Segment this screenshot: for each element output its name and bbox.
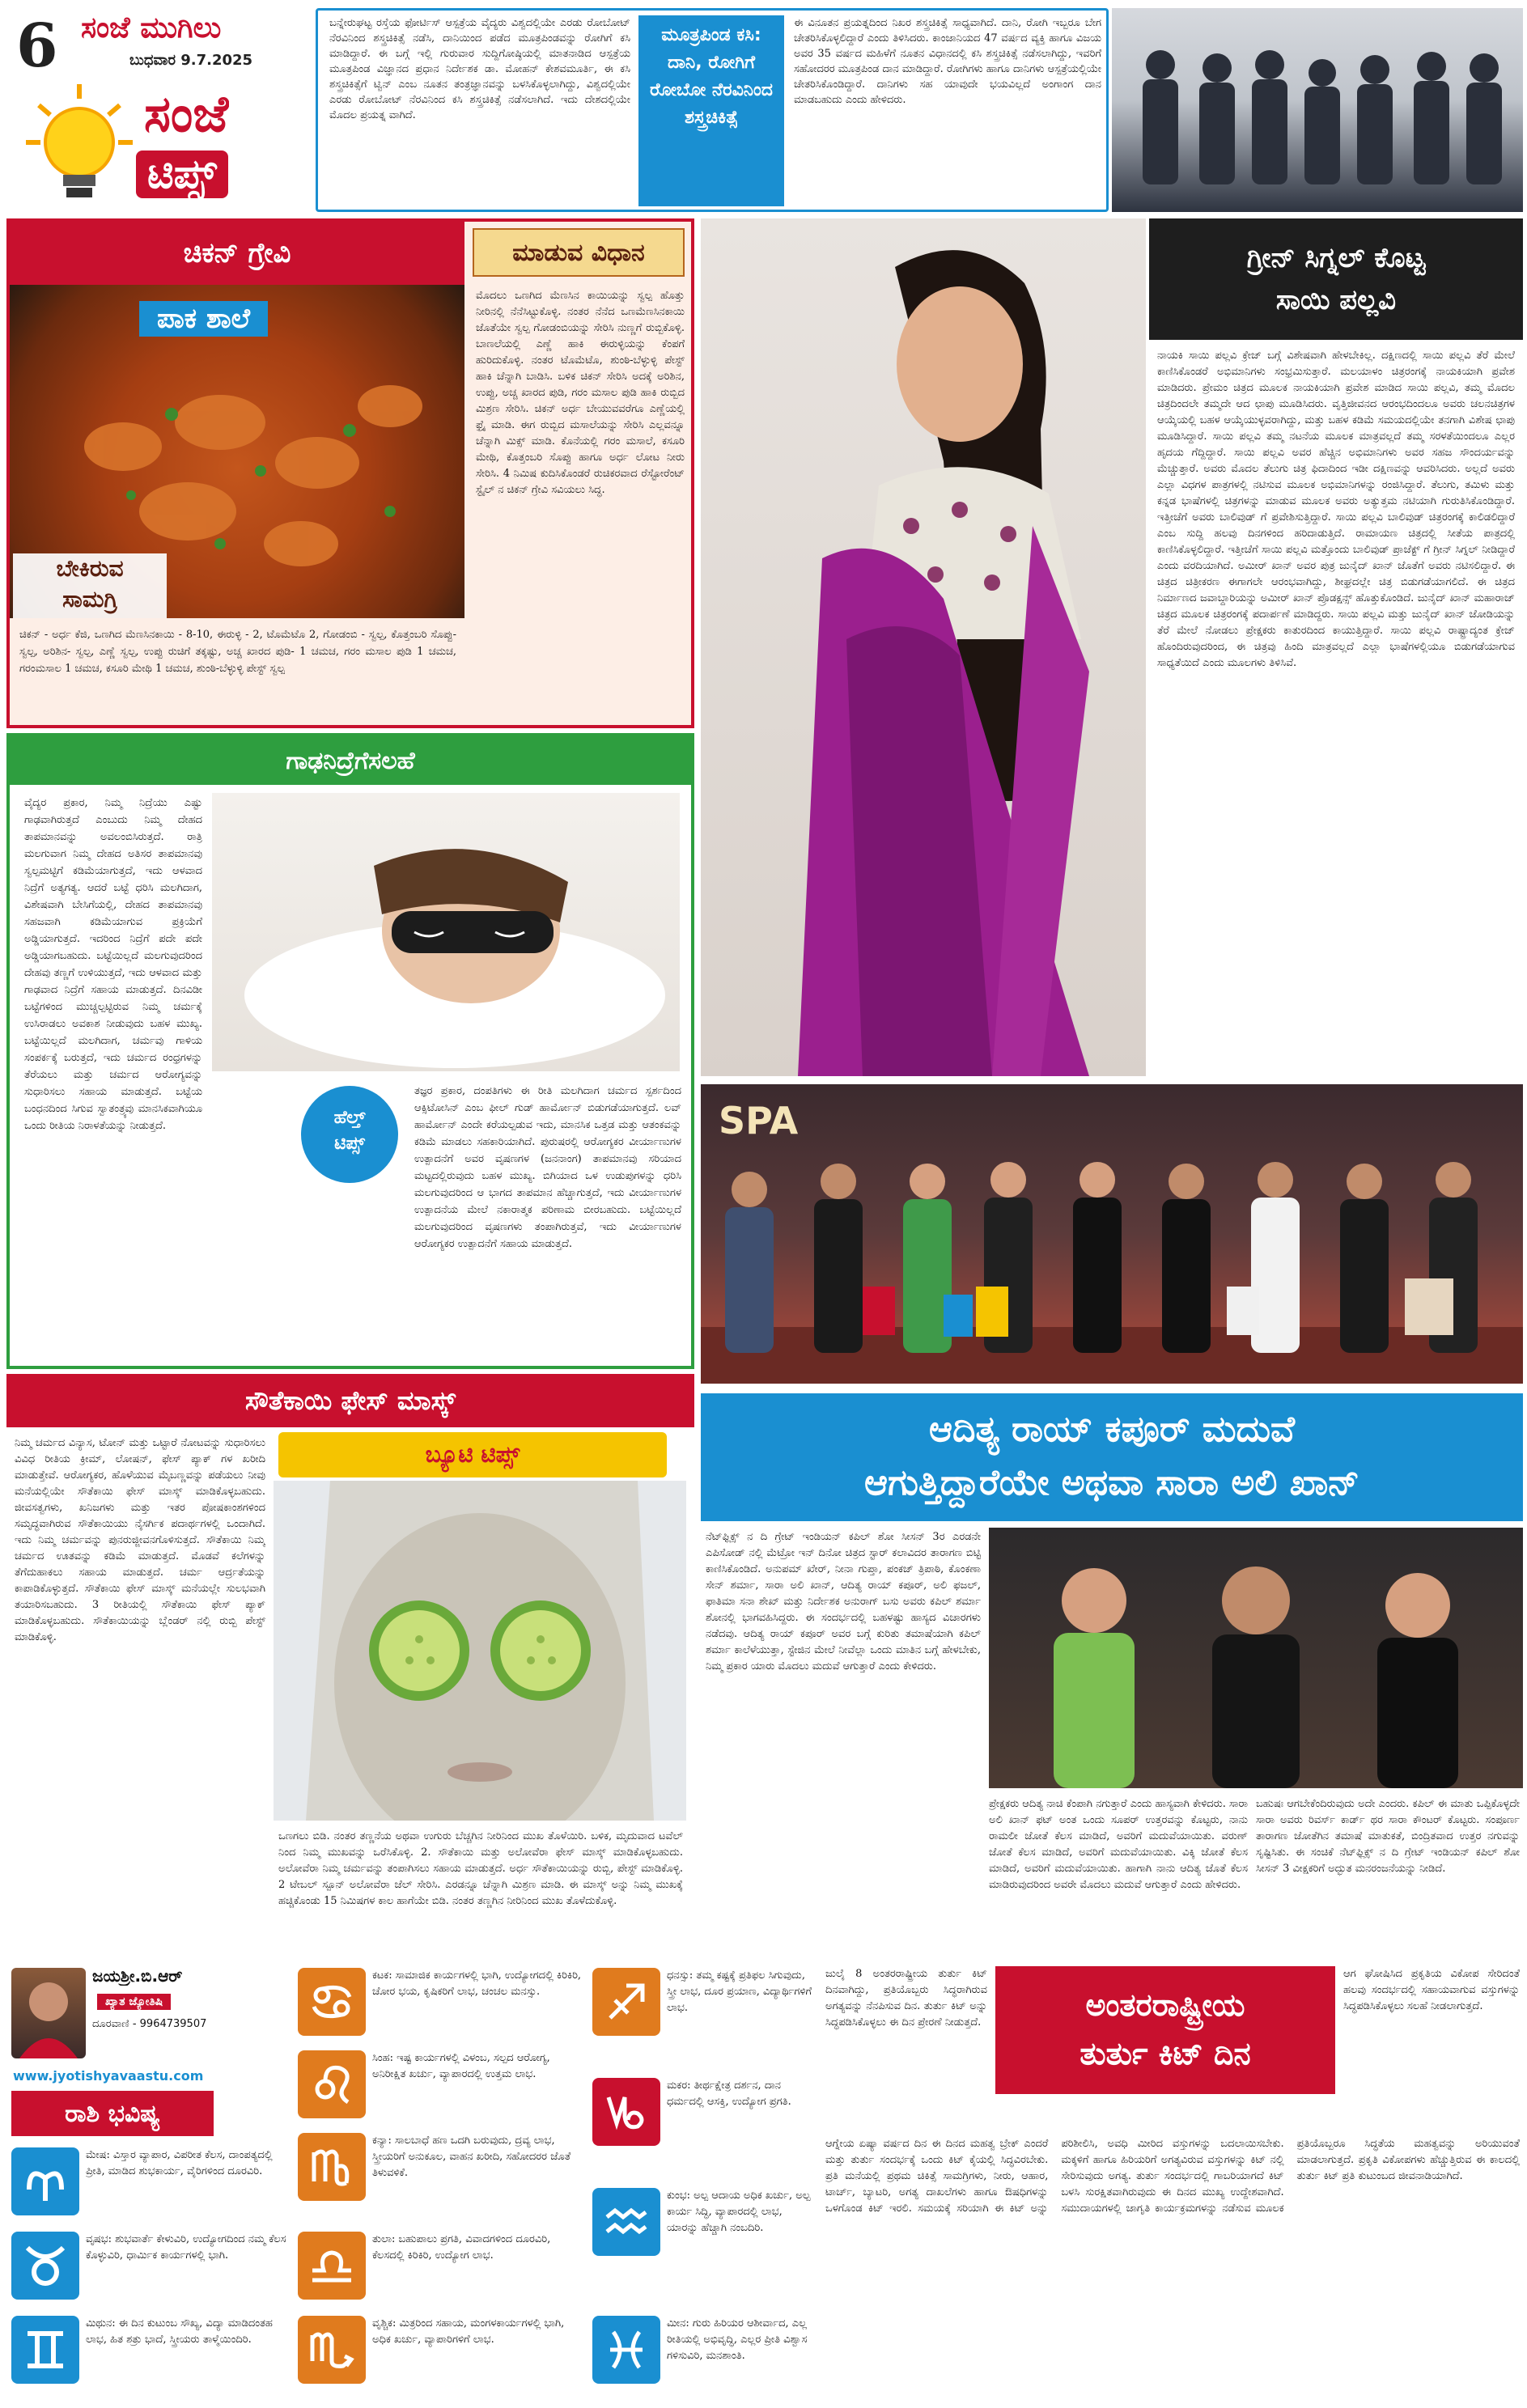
astrologer-avatar bbox=[11, 1968, 86, 2058]
recipe-frame bbox=[6, 218, 694, 728]
horoscope-sign-text: ಮಿಥುನ: ಈ ದಿನ ಕುಟುಂಬ ಸೌಖ್ಯ, ವಿದ್ಯಾ ಮಾಡಿದಂತಹ ಲಾಭ, ಹಿತ ಶತ್ರು ಭಾದೆ, ಸ್ತ್ರೀಯರು ತಾಳ್ಮೆಯಿಂದಿರಿ. bbox=[86, 2317, 273, 2346]
pisces-icon bbox=[592, 2316, 660, 2384]
recipe-kitchen-label: ಪಾಕ ಶಾಲೆ bbox=[139, 301, 268, 337]
horoscope-frame bbox=[6, 1960, 816, 2403]
beauty-tips-badge: ಬ್ಯೂಟಿ ಟಿಪ್ಸ್ bbox=[278, 1432, 667, 1477]
page-number: 6 bbox=[16, 11, 58, 81]
aditya-col3: ಬಹುಷಃ ಆಗಬೇಕೆಂದಿರುವುದು ಅದೇ ಎಂದರು. ಕಪಿಲ್ ಈ ಮಾತು ಒಪ್ಪಿಕೊಳ್ಳದೇ ಸಾರಾ ಅವರು ರಿವರ್ಸ್ ಕಾರ್ಡ್ ಥರ ಸಾರಾ ಕೌಂಟರ್ ಕೊಟ್ಟರು. ಸಂಪೂರ್ಣ ತಾರಾಗಣ ಜೋತೆಗಿನ ತಮಾಷೆ ಮಾತುಕತೆ, ಬಿಂದ್ರಿತವಾದ ಉತ್ತರ ನಗುವನ್ನು ಸೃಷ್ಟಿಸಿತು. ಈ ಸಂಚಿಕೆ ನೆಟ್‌ಫ್ಲಿಕ್ಸ್ ನ ದಿ ಗ್ರೇಟ್ ಇಂಡಿಯನ್ ಕಪಿಲ್ ಶೋ ಸೀಸನ್ 3 ವೀಕ್ಷಕರಿಗೆ ಅದ್ಭುತ ಮನರಂಜನೆಯನ್ನು ನೀಡಿದೆ. bbox=[1256, 1798, 1520, 1875]
spa-sign: SPA bbox=[719, 1099, 799, 1143]
health-badge-line2: ಟಿಪ್ಸ್ bbox=[334, 1134, 365, 1154]
sleep-mask-photo bbox=[212, 793, 680, 1071]
horoscope-sign-text: ಸಿಂಹ: ಇಷ್ಟ ಕಾರ್ಯಗಳಲ್ಲಿ ವಿಳಂಬ, ಸಲ್ಪದ ಆರೋಗ್ಯ, ಅನಿರೀಕ್ಷಿತ ಖರ್ಚು, ವ್ಯಾಪಾರದಲ್ಲಿ ಉತ್ತಮ ಲಾಭ. bbox=[372, 2052, 550, 2080]
horoscope-sign-text: ಕಟಕ: ಸಾಮಾಜಿಕ ಕಾರ್ಯಗಳಲ್ಲಿ ಭಾಗಿ, ಉದ್ಯೋಗದಲ್ಲಿ ಕಿರಿಕಿರಿ, ಚೋರ ಭಯ, ಕೃಷಿಕರಿಗೆ ಲಾಭ, ಚಂಚಲ ಮನಸ್ಸು. bbox=[372, 1969, 582, 1998]
cucumber-mask-photo bbox=[274, 1481, 686, 1821]
horoscope-sign-text: ವೃಷಭ: ಶುಭವಾರ್ತೆ ಕೇಳುವಿರಿ, ಉದ್ಯೋಗದಿಂದ ನಮ್ಮ ಕೆಲಸ ಕೊಳ್ಳುವಿರಿ, ಧಾರ್ಮಿಕ ಕಾರ್ಯಗಳಲ್ಲಿ ಭಾಗಿ. bbox=[86, 2233, 286, 2262]
horoscope-sign-text: ಕುಂಭ: ಅಲ್ಪ ಆದಾಯ ಅಧಿಕ ಖರ್ಚು, ಅಲ್ಪ ಕಾರ್ಯ ಸಿದ್ಧಿ, ವ್ಯಾಪಾರದಲ್ಲಿ ಲಾಭ, ಯಾರನ್ನು ಹೆಚ್ಚಾಗಿ ನಂಬದಿರಿ. bbox=[667, 2190, 811, 2234]
leo-icon bbox=[298, 2050, 366, 2118]
cancer-icon bbox=[298, 1968, 366, 2036]
event-photo bbox=[1112, 8, 1523, 212]
virgo-icon bbox=[298, 2133, 366, 2201]
sagittarius-icon bbox=[592, 1968, 660, 2036]
spa-show-photo bbox=[701, 1084, 1523, 1384]
turtle-col2: ಆಗ ಘೋಷಿಸಿದ ಪ್ರಕೃತಿಯ ವಿಕೋಪ ಸೇರಿದಂತೆ ಹಲವು ಸಂದರ್ಭದಲ್ಲಿ ಸಹಾಯವಾಗುವ ವಸ್ತುಗಳನ್ನು ಸಿದ್ಧಪಡಿಸಿಕೊಳ್ಳಲು ಸಲಹೆ ನೀಡಲಾಗುತ್ತದೆ. bbox=[1343, 1968, 1520, 2012]
turtle-frame bbox=[822, 1960, 1523, 2403]
aditya-headline-line1: ಆದಿತ್ಯ ರಾಯ್ ಕಪೂರ್ ಮದುವೆ bbox=[929, 1409, 1295, 1450]
horoscope-sign-text: ಧನಸ್ಸು: ತಮ್ಮ ಕಷ್ಟಕ್ಕೆ ಪ್ರತಿಫಲ ಸಿಗುವುದು, ಸ್ತ್ರೀ ಲಾಭ, ದೂರ ಪ್ರಯಾಣ, ವಿದ್ಯಾರ್ಥಿಗಳಿಗೆ ಲಾಭ. bbox=[667, 1969, 812, 2014]
masthead bbox=[0, 0, 316, 212]
section-title-tips: ಟಿಪ್ಸ್ bbox=[136, 150, 228, 198]
top-story-headline: ಮೂತ್ರಪಿಂಡ ಕಸಿ: ದಾನಿ, ರೋಗಿಗೆ ರೋಬೋ ನೆರವಿನಿಂದ ಶಸ್ತ್ರಚಿಕಿತ್ಸೆ bbox=[638, 15, 784, 206]
sleep-title: ಗಾಢನಿದ್ರೆಗೆಸಲಹೆ bbox=[10, 736, 691, 785]
aquarius-icon bbox=[592, 2188, 660, 2256]
ingredients-label-line1: ಬೇಕಿರುವ bbox=[56, 555, 124, 582]
bulb-icon bbox=[23, 81, 136, 202]
horoscope-title: ರಾಶಿ ಭವಿಷ್ಯ bbox=[11, 2091, 214, 2136]
horoscope-sign-text: ವೃಶ್ಚಿಕ: ಮಿತ್ರರಿಂದ ಸಹಾಯ, ಮಂಗಳಕಾರ್ಯಗಳಲ್ಲಿ ಭಾಗಿ, ಅಧಿಕ ಖರ್ಚು, ವ್ಯಾಪಾರಿಗಳಿಗೆ ಲಾಭ. bbox=[372, 2317, 565, 2346]
turtle-body: ಆಗ್ನೇಯ ಏಷ್ಯಾ ವರ್ಷದ ದಿನ ಈ ದಿನದ ಮಹತ್ವ ಬ್ರೇಕ್ ಎಂದರೆ ಮತ್ತು ತುರ್ತು ಸಂದರ್ಭಕ್ಕೆ ಒಂದು ಕಿಟ್ ಕೈಯಲ್ಲಿ ಸಿದ್ಧವಿರಬೇಕು. ಪ್ರತಿ ಮನೆಯಲ್ಲಿ ಪ್ರಥಮ ಚಿಕಿತ್ಸೆ ಸಾಮಗ್ರಿಗಳು, ನೀರು, ಆಹಾರ, ಟಾರ್ಚ್, ಬ್ಯಾಟರಿ, ಅಗತ್ಯ ದಾಖಲೆಗಳು ಹಾಗೂ ಔಷಧಿಗಳನ್ನು ಒಳಗೊಂಡ ಕಿಟ್ ಇರಲಿ. ಸಮಯಕ್ಕೆ ಸರಿಯಾಗಿ ಈ ಕಿಟ್ ಅನ್ನು ಪರಿಶೀಲಿಸಿ, ಅವಧಿ ಮೀರಿದ ವಸ್ತುಗಳನ್ನು ಬದಲಾಯಿಸಬೇಕು. ಮಕ್ಕಳಿಗೆ ಹಾಗೂ ಹಿರಿಯರಿಗೆ ಅಗತ್ಯವಿರುವ ವಸ್ತುಗಳನ್ನು ಕಿಟ್ ನಲ್ಲಿ ಸೇರಿಸುವುದು ಅಗತ್ಯ. ತುರ್ತು ಸಂದರ್ಭದಲ್ಲಿ ಗಾಬರಿಯಾಗದೆ ಕಿಟ್ ಬಳಸಿ ಸುರಕ್ಷಿತವಾಗಿರುವುದು ಈ ದಿನದ ಮುಖ್ಯ ಉದ್ದೇಶವಾಗಿದೆ. ಸಮುದಾಯಗಳಲ್ಲಿ ಜಾಗೃತಿ ಕಾರ್ಯಕ್ರಮಗಳನ್ನು ನಡೆಸುವ ಮೂಲಕ ಪ್ರತಿಯೊಬ್ಬರೂ ಸಿದ್ಧತೆಯ ಮಹತ್ವವನ್ನು ಅರಿಯುವಂತೆ ಮಾಡಲಾಗುತ್ತದೆ. ಪ್ರಕೃತಿ ವಿಕೋಪಗಳು ಹೆಚ್ಚುತ್ತಿರುವ ಈ ಕಾಲದಲ್ಲಿ ತುರ್ತು ಕಿಟ್ ಪ್ರತಿ ಕುಟುಂಬದ ಜೀವನಾಡಿಯಾಗಿದೆ. bbox=[825, 2138, 1520, 2215]
sleep-col2: ತಜ್ಞರ ಪ್ರಕಾರ, ದಂಪತಿಗಳು ಈ ರೀತಿ ಮಲಗಿದಾಗ ಚರ್ಮದ ಸ್ಪರ್ಶದಿಂದ ಆಕ್ಸಿಟೋಸಿನ್ ಎಂಬ ಫೀಲ್ ಗುಡ್ ಹಾರ್ಮೋನ್ ಬಿಡುಗಡೆಯಾಗುತ್ತದೆ. ಲವ್ ಹಾರ್ಮೋನ್ ಎಂದೇ ಕರೆಯಲ್ಪಡುವ ಇದು, ಮಾನಸಿಕ ಒತ್ತಡ ಮತ್ತು ಆತಂಕವನ್ನು ಕಡಿಮೆ ಮಾಡಲು ಸಹಕಾರಿಯಾಗಿದೆ. ಪುರುಷರಲ್ಲಿ ಆರೋಗ್ಯಕರ ವೀರ್ಯಾಣುಗಳ ಉತ್ಪಾದನೆಗೆ ಅವರ ವೃಷಣಗಳ (ಜನನಾಂಗ) ತಾಪಮಾನವು ಸರಿಯಾದ ಮಟ್ಟದಲ್ಲಿರುವುದು ಬಹಳ ಮುಖ್ಯ. ಬಿಗಿಯಾದ ಒಳ ಉಡುಪುಗಳನ್ನು ಧರಿಸಿ ಮಲಗುವುದರಿಂದ ಆ ಭಾಗದ ತಾಪಮಾನ ಹೆಚ್ಚಾಗುತ್ತದೆ, ಇದು ವೀರ್ಯಾಣುಗಳ ಉತ್ಪಾದನೆಯ ಮೇಲೆ ನಕಾರಾತ್ಮಕ ಪರಿಣಾಮ ಬೀರಬಹುದು. ಬಟ್ಟೆಯಿಲ್ಲದೆ ಮಲಗುವುದರಿಂದ ವೃಷಣಗಳು ತಂಪಾಗಿರುತ್ತವೆ, ಇದು ವೀರ್ಯಾಣುಗಳ ಆರೋಗ್ಯಕರ ಉತ್ಪಾದನೆಗೆ ಸಹಾಯ ಮಾಡುತ್ತದೆ. bbox=[414, 1085, 681, 1250]
aditya-show-photo bbox=[989, 1528, 1523, 1788]
horoscope-sign-text: ತುಲಾ: ಬಹುಪಾಲು ಪ್ರಗತಿ, ವಿವಾದಗಳಿಂದ ದೂರವಿರಿ, ಕೆಲಸದಲ್ಲಿ ಕಿರಿಕಿರಿ, ಉದ್ಯೋಗ ಲಾಭ. bbox=[372, 2233, 551, 2262]
aditya-headline bbox=[701, 1393, 1523, 1521]
astrologer-name: ಜಯಶ್ರೀ.ಬಿ.ಆರ್ bbox=[92, 1966, 183, 1986]
astrologer-phone: ದೂರವಾಣಿ - 9964739507 bbox=[92, 2018, 207, 2030]
horoscope-sign-text: ಮಕರ: ತೀರ್ಥಕ್ಷೇತ್ರ ದರ್ಶನ, ದಾನ ಧರ್ಮದಲ್ಲಿ ಆಸಕ್ತಿ, ಉದ್ಯೋಗ ಪ್ರಗತಿ. bbox=[667, 2079, 791, 2108]
aditya-headline-line2: ಆಗುತ್ತಿದ್ದಾರೆಯೇ ಅಥವಾ ಸಾರಾ ಅಲಿ ಖಾನ್ bbox=[864, 1462, 1359, 1503]
face-mask-frame bbox=[6, 1374, 694, 1955]
recipe-title: ಚಿಕನ್ ಗ್ರೇವಿ bbox=[10, 222, 464, 285]
sai-photo bbox=[701, 218, 1146, 1076]
libra-icon bbox=[298, 2232, 366, 2300]
aditya-col1: ನೆಟ್‌ಫ್ಲಿಕ್ಸ್ ನ ದಿ ಗ್ರೇಟ್ ಇಂಡಿಯನ್ ಕಪಿಲ್ ಶೋ ಸೀಸನ್ 3ರ ಎರಡನೇ ಎಪಿಸೋಡ್ ನಲ್ಲಿ ಮೆಟ್ರೋ ಇನ್ ದಿನೋ ಚಿತ್ರದ ಸ್ಟಾರ್ ಕಲಾವಿದರ ತಾರಾಗಣ ಬಿಟ್ಟಿ ಕಾಣಿಸಿಕೊಂಡಿದೆ. ಅನುಪಮ್ ಖೇರ್, ನೀನಾ ಗುಪ್ತಾ, ಪಂಕಜ್ ತ್ರಿಪಾಠಿ, ಕೊಂಕಣಾ ಸೇನ್ ಶರ್ಮಾ, ಸಾರಾ ಅಲಿ ಖಾನ್, ಆದಿತ್ಯ ರಾಯ್ ಕಪೂರ್, ಅಲಿ ಫಜಲ್, ಫಾತಿಮಾ ಸನಾ ಶೇಖ್ ಮತ್ತು ನಿರ್ದೇಶಕ ಅನುರಾಗ್ ಬಸು ಅವರು ಕಪಿಲ್ ಶರ್ಮಾ ಶೋನಲ್ಲಿ ಭಾಗವಹಿಸಿದ್ದರು. ಈ ಸಂದರ್ಭದಲ್ಲಿ ಬಹಳಷ್ಟು ಹಾಸ್ಯದ ವಿಚಾರಗಳು ನಡೆದವು. ಆದಿತ್ಯ ರಾಯ್ ಕಪೂರ್ ಅವರ ಬಗ್ಗೆ ಕುರಿತು ತಮಾಷೆಯಾಗಿ ಕಪಿಲ್ ಶರ್ಮಾ ಕಾಲೆಳೆಯುತ್ತಾ, ಸ್ಟೇಜಿನ ಮೇಲೆ ನೀವೆಲ್ಲಾ ಒಂದು ಮಾತಿನ ಬಗ್ಗೆ ಹೇಳಬೇಕು, ನಿಮ್ಮ ಪ್ರಕಾರ ಯಾರು ಮೊದಲು ಮದುವೆ ಆಗುತ್ತಾರೆ ಎಂದು ಕೇಳಿದರು. bbox=[706, 1531, 981, 1672]
health-tips-badge bbox=[301, 1086, 398, 1183]
sleep-frame bbox=[6, 733, 694, 1369]
turtle-title-line2: ತುರ್ತು ಕಿಟ್ ದಿನ bbox=[1080, 2036, 1251, 2071]
face-mask-col1: ನಿಮ್ಮ ಚರ್ಮದ ವಿನ್ಯಾಸ, ಟೋನ್ ಮತ್ತು ಒಟ್ಟಾರೆ ನೋಟವನ್ನು ಸುಧಾರಿಸಲು ವಿವಿಧ ರೀತಿಯ ಕ್ರೀಮ್, ಲೋಷನ್, ಫೇಸ್ ಪ್ಯಾಕ್ ಗಳ ಖರೀದಿ ಮಾಡುತ್ತೇವೆ. ಆರೋಗ್ಯಕರ, ಹೊಳೆಯುವ ಮೈಬಣ್ಣವನ್ನು ಪಡೆಯಲು ನೀವು ಮನೆಯಲ್ಲಿಯೇ ಸೌತೆಕಾಯಿ ಫೇಸ್ ಮಾಸ್ಕ್ ಮಾಡಿಕೊಳ್ಳಬಹುದು. ಜೀವಸತ್ವಗಳು, ಖನಿಜಗಳು ಮತ್ತು ಇತರ ಪೋಷಕಾಂಶಗಳಿಂದ ಸಮೃದ್ಧವಾಗಿರುವ ಸೌತೆಕಾಯಿಯು ನೈಸರ್ಗಿಕ ಪದಾರ್ಥಗಳಲ್ಲಿ ಒಂದಾಗಿದೆ. ಇದು ನಿಮ್ಮ ಚರ್ಮವನ್ನು ಪುನರುಜ್ಜೀವನಗೊಳಿಸುತ್ತದೆ. ಸೌತೆಕಾಯಿ ನಿಮ್ಮ ಚರ್ಮದ ಊತವನ್ನು ಕಡಿಮೆ ಮಾಡುತ್ತದೆ. ಮೊಡವೆ ಕಲೆಗಳನ್ನು ತೆಗೆದುಹಾಕಲು ಸಹಾಯ ಮಾಡುತ್ತದೆ. ಚರ್ಮ ಆರ್ದ್ರತೆಯನ್ನು ಕಾಪಾಡಿಕೊಳ್ಳುತ್ತದೆ. ಸೌತೆಕಾಯಿ ಫೇಸ್ ಮಾಸ್ಕ್ ಮನೆಯಲ್ಲೇ ಸುಲಭವಾಗಿ ತಯಾರಿಸಬಹುದು. 3 ರೀತಿಯಲ್ಲಿ ಸೌತೆಕಾಯಿ ಫೇಸ್ ಪ್ಯಾಕ್ ಮಾಡಿಕೊಳ್ಳಬಹುದು. ಸೌತೆಕಾಯಿಯನ್ನು ಬ್ಲೆಂಡರ್ ನಲ್ಲಿ ರುಬ್ಬಿ ಪೇಸ್ಟ್ ಮಾಡಿಕೊಳ್ಳಿ. bbox=[15, 1437, 265, 1643]
brand-logo: ಸಂಜೆ ಮುಗಿಲು bbox=[81, 11, 222, 45]
ingredients-label-line2: ಸಾಮಗ್ರಿ bbox=[62, 586, 117, 613]
edition-date: ಬುಧವಾರ 9.7.2025 bbox=[129, 52, 253, 69]
recipe-method: ಮೊದಲು ಒಣಗಿದ ಮೆಣಸಿನ ಕಾಯಿಯನ್ನು ಸ್ವಲ್ಪ ಹೊತ್ತು ನೀರಿನಲ್ಲಿ ನೆನೆಸಿಟ್ಟುಕೊಳ್ಳಿ. ನಂತರ ನೆನೆದ ಒಣಮೆಣಸಿನಕಾಯಿ ಜೊತೆಯೇ ಸ್ವಲ್ಪ ಗೋಡಂಬಿಯನ್ನು ಸೇರಿಸಿ ನುಣ್ಣಗೆ ರುಬ್ಬಿಕೊಳ್ಳಿ. ಬಾಣಲೆಯಲ್ಲಿ ಎಣ್ಣೆ ಹಾಕಿ ಈರುಳ್ಳಿಯನ್ನು ಕೆಂಪಗೆ ಹುರಿದುಕೊಳ್ಳಿ. ನಂತರ ಟೊಮೆಟೊ, ಶುಂಠಿ-ಬೆಳ್ಳುಳ್ಳಿ ಪೇಸ್ಟ್ ಹಾಕಿ ಚೆನ್ನಾಗಿ ಬಾಡಿಸಿ. ಬಳಿಕ ಚಿಕನ್ ಸೇರಿಸಿ ಅದಕ್ಕೆ ಅರಿಶಿನ, ಉಪ್ಪು, ಅಚ್ಚ ಖಾರದ ಪುಡಿ, ಗರಂ ಮಸಾಲ ಪುಡಿ ಹಾಕಿ ರುಬ್ಬಿದ ಮಿಶ್ರಣ ಸೇರಿಸಿ. ಚಿಕನ್ ಅರ್ಧ ಬೇಯುವವರೆಗೂ ಎಣ್ಣೆಯಲ್ಲಿ ಫ್ರೈ ಮಾಡಿ. ಈಗ ರುಬ್ಬಿದ ಮಸಾಲೆಯನ್ನು ಸೇರಿಸಿ ಎಲ್ಲವನ್ನೂ ಚೆನ್ನಾಗಿ ಮಿಕ್ಸ್ ಮಾಡಿ. ಕೊನೆಯಲ್ಲಿ ಗರಂ ಮಸಾಲೆ, ಕಸೂರಿ ಮೇಥಿ, ಕೊತ್ತಂಬರಿ ಸೊಪ್ಪು ಹಾಗೂ ಅರ್ಧ ಲೋಟ ನೀರು ಸೇರಿಸಿ. 4 ನಿಮಿಷ ಕುದಿಸಿಕೊಂಡರೆ ರುಚಿಕರವಾದ ರೆಸ್ಟೋರೆಂಟ್ ಸ್ಟೈಲ್ ನ ಚಿಕನ್ ಗ್ರೇವಿ ಸವಿಯಲು ಸಿದ್ಧ. bbox=[476, 290, 685, 496]
health-badge-line1: ಹೆಲ್ತ್ bbox=[333, 1108, 366, 1128]
horoscope-sign-text: ಮೀನ: ಗುರು ಹಿರಿಯರ ಆಶೀರ್ವಾದ, ಎಲ್ಲ ರೀತಿಯಲ್ಲಿ ಅಭಿವೃದ್ಧಿ, ಎಲ್ಲರ ಪ್ರೀತಿ ವಿಶ್ವಾಸ ಗಳಿಸುವಿರಿ, ಮನಶಾಂತಿ. bbox=[667, 2317, 808, 2362]
aditya-col2: ಪ್ರೇಕ್ಷಕರು ಆದಿತ್ಯ ನಾಚಿ ಕೆಂಪಾಗಿ ನಗುತ್ತಾರೆ ಎಂದು ಹಾಸ್ಯವಾಗಿ ಕೇಳಿದರು. ಸಾರಾ ಅಲಿ ಖಾನ್ ಫಟ್ ಅಂತ ಒಂದು ಸೂಪರ್ ಉತ್ತರವನ್ನು ಕೊಟ್ಟರು, ನಾನು ರಾಮಲೀ ಜೋತೆ ಕೆಲಸ ಮಾಡಿದೆ, ಅವರಿಗೆ ಮದುವೆಯಾಯಿತು. ವರುಣ್ ಜೋತೆ ಕೆಲಸ ಮಾಡಿದೆ, ಅವರಿಗೆ ಮದುವೆಯಾಯಿತು. ವಿಕ್ಕಿ ಜೋತೆ ಕೆಲಸ ಮಾಡಿದೆ, ಅವರಿಗೆ ಮದುವೆಯಾಯಿತು. ಹಾಗಾಗಿ ನಾನು ಆದಿತ್ಯ ಜೊತೆ ಕೆಲಸ ಮಾಡಿರುವುದರಿಂದ ಅವರೇ ಮೊದಲು ಮದುವೆ ಆಗುತ್ತಾರೆ ಎಂದು ಹೇಳಿದರು. bbox=[989, 1798, 1248, 1891]
aries-icon bbox=[11, 2147, 79, 2215]
gemini-icon bbox=[11, 2316, 79, 2384]
sai-body: ನಾಯಕಿ ಸಾಯಿ ಪಲ್ಲವಿ ಕ್ರೇಜ್ ಬಗ್ಗೆ ವಿಶೇಷವಾಗಿ ಹೇಳಬೇಕಿಲ್ಲ. ದಕ್ಷಿಣದಲ್ಲಿ ಸಾಯಿ ಪಲ್ಲವಿ ತೆರೆ ಮೇಲೆ ಕಾಣಿಸಿಕೊಂಡರೆ ಅಭಿಮಾನಿಗಳು ಸಂಭ್ರಮಿಸುತ್ತಾರೆ. ಮಲಯಾಳಂ ಚಿತ್ರರಂಗಕ್ಕೆ ನಾಯಕಿಯಾಗಿ ಪ್ರವೇಶ ಮಾಡಿದರು. ಪ್ರೇಮಂ ಚಿತ್ರದ ಮೂಲಕ ನಾಯಕಿಯಾಗಿ ಪ್ರವೇಶ ಮಾಡಿದ ಸಾಯಿ ಪಲ್ಲವಿ, ತಮ್ಮ ಮೊದಲ ಚಿತ್ರದಿಂದಲೇ ತಮ್ಮದೇ ಆದ ಛಾಪು ಮೂಡಿಸಿದರು. ವೃತ್ತಿಜೀವನದ ಆರಂಭದಿಂದಲೂ ಅವರು ಚಲನಚಿತ್ರಗಳ ಆಯ್ಕೆಯಲ್ಲಿ ಬಹಳ ಆಯ್ಕೆಯುಳ್ಳವರಾಗಿದ್ದು, ಮತ್ತು ಬಹಳ ಕಡಿಮೆ ಸಮಯದಲ್ಲಿಯೇ ತನಗಾಗಿ ವಿಶೇಷ ಛಾಪು ಮೂಡಿಸಿದ್ದಾರೆ. ಸಾಯಿ ಪಲ್ಲವಿ ತಮ್ಮ ನಟನೆಯ ಮೂಲಕ ಮಾತ್ರವಲ್ಲದೆ ತಮ್ಮ ಸರಳತೆಯಿಂದಲೂ ಎಲ್ಲರ ಹೃದಯ ಗೆದ್ದಿದ್ದಾರೆ. ಸಾಯಿ ಪಲ್ಲವಿ ಅವರ ಹೆಚ್ಚಿನ ಅಭಿಮಾನಿಗಳು ಅವರ ಸಹಜ ಸೌಂದರ್ಯವನ್ನು ಮೆಚ್ಚುತ್ತಾರೆ. ಅವರು ಮೊದಲ ತೆಲುಗು ಚಿತ್ರ ಫಿದಾದಿಂದ ಇಡೀ ದಕ್ಷಿಣವನ್ನು ಆವರಿಸಿದರು. ಅಲ್ಲದೆ ಅವರು ಎಲ್ಲಾ ವಿಧಗಳ ಪಾತ್ರಗಳಲ್ಲಿ ನಟಿಸುವ ಮೂಲಕ ಅಭಿಮಾನಿಗಳನ್ನು ರಂಜಿಸಿದ್ದಾರೆ. ತೆಲುಗು, ತಮಿಳು ಮತ್ತು ಕನ್ನಡ ಭಾಷೆಗಳಲ್ಲಿ ಚಿತ್ರಗಳನ್ನು ಮಾಡುವ ಮೂಲಕ ಅವರು ಅತ್ಯುತ್ತಮ ನಟಿಯಾಗಿ ಗುರುತಿಸಿಕೊಂಡಿದ್ದಾರೆ. ಇತ್ತೀಚೆಗೆ ಅವರು ಬಾಲಿವುಡ್ ಗೆ ಪ್ರವೇಶಿಸುತ್ತಿದ್ದಾರೆ. ಸಾಯಿ ಪಲ್ಲವಿ ಬಾಲಿವುಡ್ ಚಿತ್ರರಂಗಕ್ಕೆ ಕಾಲಿಡಲಿದ್ದಾರೆ ಎಂಬ ಸುದ್ದಿ ಹಲವು ದಿನಗಳಿಂದ ಹರಿದಾಡುತ್ತಿದೆ. ರಾಮಾಯಣ ಚಿತ್ರದಲ್ಲಿ ಸೀತೆಯ ಪಾತ್ರದಲ್ಲಿ ಕಾಣಿಸಿಕೊಳ್ಳಲಿದ್ದಾರೆ. ಇತ್ತೀಚೆಗೆ ಸಾಯಿ ಪಲ್ಲವಿ ಮತ್ತೊಂದು ಬಾಲಿವುಡ್ ಪ್ರಾಜೆಕ್ಟ್ ಗೆ ಗ್ರೀನ್ ಸಿಗ್ನಲ್ ನೀಡಿದ್ದಾರೆ ಎಂದು ವರದಿಯಾಗಿದೆ. ಅಮೀರ್ ಖಾನ್ ಅವರ ಪುತ್ರ ಜುನೈದ್ ಖಾನ್ ಜೊತೆಗೆ ಅವರು ನಟಿಸಲಿದ್ದಾರೆ. ಈ ಚಿತ್ರದ ಚಿತ್ರೀಕರಣ ಈಗಾಗಲೇ ಆರಂಭವಾಗಿದ್ದು, ಶೀಘ್ರದಲ್ಲೇ ಚಿತ್ರ ಬಿಡುಗಡೆಯಾಗಲಿದೆ. ಈ ಚಿತ್ರದ ನಿರ್ಮಾಣದ ಜವಾಬ್ದಾರಿಯನ್ನು ಅಮೀರ್ ಖಾನ್ ಪ್ರೊಡಕ್ಷನ್ಸ್ ಹೊತ್ತುಕೊಂಡಿದೆ. ಜುನೈದ್ ಖಾನ್ ಮಹಾರಾಜ್ ಚಿತ್ರದ ಮೂಲಕ ಚಿತ್ರರಂಗಕ್ಕೆ ಪದಾರ್ಪಣೆ ಮಾಡಿದ್ದರು. ಸಾಯಿ ಪಲ್ಲವಿ ಮತ್ತು ಜುನೈದ್ ಖಾನ್ ಜೋಡಿಯನ್ನು ತೆರೆ ಮೇಲೆ ನೋಡಲು ಪ್ರೇಕ್ಷಕರು ಕಾತುರದಿಂದ ಕಾಯುತ್ತಿದ್ದಾರೆ. ಸಾಯಿ ಪಲ್ಲವಿ ರಾಷ್ಟ್ರಾದ್ಯಂತ ಕ್ರೇಜ್ ಹೊಂದಿರುವುದರಿಂದ, ಈ ಚಿತ್ರವು ಹಿಂದಿ ಮಾತ್ರವಲ್ಲದೆ ಎಲ್ಲಾ ಭಾಷೆಗಳಲ್ಲಿಯೂ ಬಿಡುಗಡೆಯಾಗುವ ಸಾಧ್ಯತೆಯಿದೆ ಎಂದು ಮೂಲಗಳು ತಿಳಿಸಿವೆ. bbox=[1157, 350, 1515, 669]
sai-headline bbox=[1149, 218, 1523, 340]
face-mask-title: ಸೌತೆಕಾಯಿ ಫೇಸ್ ಮಾಸ್ಕ್ bbox=[6, 1374, 694, 1427]
turtle-col1: ಜುಲೈ 8 ಅಂತರರಾಷ್ಟ್ರೀಯ ತುರ್ತು ಕಿಟ್ ದಿನವಾಗಿದ್ದು, ಪ್ರತಿಯೊಬ್ಬರು ಸಿದ್ಧರಾಗಿರುವ ಅಗತ್ಯವನ್ನು ನೆನಪಿಸುವ ದಿನ. ತುರ್ತು ಕಿಟ್ ಅನ್ನು ಸಿದ್ಧಪಡಿಸಿಕೊಳ್ಳಲು ಈ ದಿನ ಪ್ರೇರಣೆ ನೀಡುತ್ತದೆ. bbox=[825, 1968, 987, 2029]
section-title-sanje: ಸಂಜೆ bbox=[144, 84, 229, 143]
sai-article-frame bbox=[1149, 218, 1523, 1076]
top-story-body-2: ಈ ವಿನೂತನ ಪ್ರಯತ್ನದಿಂದ ನಿಖರ ಶಸ್ತ್ರಚಿಕಿತ್ಸೆ ಸಾಧ್ಯವಾಗಿದೆ. ದಾನಿ, ರೋಗಿ ಇಬ್ಬರೂ ಬೇಗ ಚೇತರಿಸಿಕೊಳ್ಳಲಿದ್ದಾರೆ ಎಂದು ತಿಳಿಸಿದರು. ಕಾಂಜಾನಿಯದ 47 ವರ್ಷದ ವ್ಯಕ್ತಿ ಹಾಗೂ ವಿಜಯ ಅವರ 35 ವರ್ಷದ ಮಹಿಳೆಗೆ ನೂತನ ವಿಧಾನದಲ್ಲಿ ಕಸಿ ಶಸ್ತ್ರಚಿಕಿತ್ಸೆ ನಡೆಸಲಾಗಿದ್ದು, ಇವರಿಗೆ ಸಹೋದರರ ಮೂತ್ರಪಿಂಡ ದಾನ ಮಾಡಿದ್ದಾರೆ. ರೋಗಿಗಳು ಹಾಗೂ ದಾನಿಗಳು ಆಸ್ಪತ್ರೆಯಲ್ಲಿಯೇ ಚೇತರಿಸಿಕೊಂಡಿದ್ದಾರೆ. ದಾನಿಗಳು ಸಹ ಯಾವುದೇ ಭಯವಿಲ್ಲದೆ ಅಂಗಾಂಗ ದಾನ ಮಾಡಬಹುದು ಎಂದು ಹೇಳಿದರು. bbox=[794, 17, 1101, 106]
astrologer-site: www.jyotishyavaastu.com bbox=[13, 2068, 204, 2084]
capricorn-icon bbox=[592, 2078, 660, 2146]
turtle-title-line1: ಅಂತರರಾಷ್ಟ್ರೀಯ bbox=[1085, 1987, 1245, 2023]
recipe-method-label: ಮಾಡುವ ವಿಧಾನ bbox=[473, 228, 685, 277]
taurus-icon bbox=[11, 2232, 79, 2300]
recipe-ingredients-label bbox=[13, 553, 167, 618]
scorpio-icon bbox=[298, 2316, 366, 2384]
face-mask-col2: ಒಣಗಲು ಬಿಡಿ. ನಂತರ ತಣ್ಣನೆಯ ಅಥವಾ ಉಗುರು ಬೆಚ್ಚಗಿನ ನೀರಿನಿಂದ ಮುಖ ತೊಳೆಯಿರಿ. ಬಳಿಕ, ಮೃದುವಾದ ಟವೆಲ್ ನಿಂದ ನಿಮ್ಮ ಮುಖವನ್ನು ಒರೆಸಿಕೊಳ್ಳಿ. 2. ಸೌತೆಕಾಯಿ ಮತ್ತು ಅಲೋವೆರಾ ಫೇಸ್ ಮಾಸ್ಕ್ ಮಾಡಿಕೊಳ್ಳಬಹುದು. ಅಲೋವೆರಾ ನಿಮ್ಮ ಚರ್ಮವನ್ನು ತಂಪಾಗಿಸಲು ಸಹಾಯ ಮಾಡುತ್ತದೆ. ಅರ್ಧ ಸೌತೆಕಾಯಿಯನ್ನು ರುಬ್ಬಿ, ಪೇಸ್ಟ್ ಮಾಡಿಕೊಳ್ಳಿ. 2 ಟೇಬಲ್ ಸ್ಪೂನ್ ಅಲೋವೆರಾ ಜೆಲ್ ಸೇರಿಸಿ. ಎರಡನ್ನೂ ಚೆನ್ನಾಗಿ ಮಿಶ್ರಣ ಮಾಡಿ. ಈ ಮಾಸ್ಕ್ ಅನ್ನು ನಿಮ್ಮ ಮುಖಕ್ಕೆ ಹಚ್ಚಿಕೊಂಡು 15 ನಿಮಿಷಗಳ ಕಾಲ ಹಾಗೆಯೇ ಬಿಡಿ. ನಂತರ ತಣ್ಣಗಿನ ನೀರಿನಿಂದ ಮುಖ ತೊಳೆದುಕೊಳ್ಳಿ. bbox=[278, 1830, 683, 1907]
sai-headline-line1: ಗ್ರೀನ್ ಸಿಗ್ನಲ್ ಕೊಟ್ಟ bbox=[1246, 242, 1426, 274]
sleep-col1: ವೈದ್ಯರ ಪ್ರಕಾರ, ನಿಮ್ಮ ನಿದ್ರೆಯು ಎಷ್ಟು ಗಾಢವಾಗಿರುತ್ತದೆ ಎಂಬುದು ನಿಮ್ಮ ದೇಹದ ತಾಪಮಾನವನ್ನು ಅವಲಂಬಿಸಿರುತ್ತದೆ. ರಾತ್ರಿ ಮಲಗುವಾಗ ನಿಮ್ಮ ದೇಹದ ಅತಿಸರ ತಾಪಮಾನವು ಸ್ವಲ್ಪಮಟ್ಟಿಗೆ ಕಡಿಮೆಯಾಗುತ್ತದೆ, ಇದು ಆಳವಾದ ನಿದ್ರೆಗೆ ಅತ್ಯಗತ್ಯ. ಆದರೆ ಬಟ್ಟೆ ಧರಿಸಿ ಮಲಗಿದಾಗ, ವಿಶೇಷವಾಗಿ ಬೇಸಿಗೆಯಲ್ಲಿ, ದೇಹದ ತಾಪಮಾನವು ಸಹಜವಾಗಿ ಕಡಿಮೆಯಾಗುವ ಪ್ರಕ್ರಿಯೆಗೆ ಅಡ್ಡಿಯಾಗುತ್ತದೆ. ಇದರಿಂದ ನಿದ್ರೆಗೆ ಪದೇ ಪದೇ ಅಡ್ಡಿಯಾಗಬಹುದು. ಬಟ್ಟೆಯಿಲ್ಲದೆ ಮಲಗುವುದರಿಂದ ದೇಹವು ತಣ್ಣಗೆ ಉಳಿಯುತ್ತದೆ, ಇದು ಆಳವಾದ ಮತ್ತು ಗಾಢವಾದ ನಿದ್ರೆಗೆ ಸಹಾಯ ಮಾಡುತ್ತದೆ. ದಿನವಿಡೀ ಬಟ್ಟೆಗಳಿಂದ ಮುಚ್ಚಲ್ಪಟ್ಟಿರುವ ನಿಮ್ಮ ಚರ್ಮಕ್ಕೆ ಉಸಿರಾಡಲು ಅವಕಾಶ ನೀಡುವುದು ಬಹಳ ಮುಖ್ಯ. ಬಟ್ಟೆಯಿಲ್ಲದೆ ಮಲಗಿದಾಗ, ಚರ್ಮವು ಗಾಳಿಯ ಸಂಪರ್ಕಕ್ಕೆ ಬರುತ್ತದೆ, ಇದು ಚರ್ಮದ ರಂಧ್ರಗಳನ್ನು ತೆರೆಯಲು ಮತ್ತು ಚರ್ಮದ ಆರೋಗ್ಯವನ್ನು ಸುಧಾರಿಸಲು ಸಹಾಯ ಮಾಡುತ್ತದೆ. ಬಟ್ಟೆಯ ಬಂಧನದಿಂದ ಸಿಗುವ ಸ್ವಾತಂತ್ರ್ಯವು ಮಾನಸಿಕವಾಗಿಯೂ ಒಂದು ರೀತಿಯ ನಿರಾಳತೆಯನ್ನು ನೀಡುತ್ತದೆ. bbox=[24, 797, 202, 1132]
turtle-title bbox=[995, 1966, 1335, 2094]
horoscope-sign-text: ಮೇಷ: ವಿಸ್ತಾರ ವ್ಯಾಪಾರ, ವಿಪರೀತ ಕೆಲಸ, ದಾಂಪತ್ಯದಲ್ಲಿ ಪ್ರೀತಿ, ಮಾಡಿದ ಶುಭಕಾರ್ಯ, ವೈರಿಗಳಿಂದ ದೂರವಿರಿ. bbox=[86, 2149, 273, 2177]
astrologer-role: ಖ್ಯಾತ ಜ್ಯೋತಿಷಿ bbox=[97, 1994, 171, 2010]
recipe-ingredients: ಚಿಕನ್ - ಅರ್ಧ ಕೆಜಿ, ಒಣಗಿದ ಮೆಣಸಿನಕಾಯಿ - 8-10, ಈರುಳ್ಳಿ - 2, ಟೊಮೆಟೊ 2, ಗೋಡಂಬಿ - ಸ್ವಲ್ಪ, ಕೊತ್ತಂಬರಿ ಸೊಪ್ಪು- ಸ್ವಲ್ಪ, ಅರಿಶಿನ- ಸ್ವಲ್ಪ, ಎಣ್ಣೆ ಸ್ವಲ್ಪ, ಉಪ್ಪು ರುಚಿಗೆ ತಕ್ಕಷ್ಟು, ಅಚ್ಚ ಖಾರದ ಪುಡಿ- 1 ಚಮಚ, ಗರಂ ಮಸಾಲ ಪುಡಿ 1 ಚಮಚ, ಗರಂಮಸಾಲ 1 ಚಮಚ, ಕಸೂರಿ ಮೇಥಿ 1 ಚಮಚ, ಶುಂಠಿ-ಬೆಳ್ಳುಳ್ಳಿ ಪೇಸ್ಟ್ ಸ್ವಲ್ಪ bbox=[19, 629, 456, 675]
top-story-frame bbox=[316, 8, 1109, 212]
top-story-body: ಬನ್ನೇರುಘಟ್ಟ ರಸ್ತೆಯ ಫೋರ್ಟಿಸ್ ಆಸ್ಪತ್ರೆಯ ವೈದ್ಯರು ವಿಶ್ವದಲ್ಲಿಯೇ ಎರಡು ರೋಬೋಟ್ ನೆರವಿನಿಂದ ಶಸ್ತ್ರಚಿಕಿತ್ಸೆ ನಡೆಸಿ, ದಾನಿಯಿಂದ ಪಡೆದ ಮೂತ್ರಪಿಂಡವನ್ನು ರೋಗಿಗೆ ಕಸಿ ಮಾಡಿದ್ದಾರೆ. ಈ ಬಗ್ಗೆ ಇಲ್ಲಿ ಗುರುವಾರ ಸುದ್ದಿಗೋಷ್ಠಿಯಲ್ಲಿ ಮಾತನಾಡಿದ ಆಸ್ಪತ್ರೆಯ ಮೂತ್ರಪಿಂಡ ವಿಜ್ಞಾನದ ಪ್ರಧಾನ ನಿರ್ದೇಶಕ ಡಾ. ಮೋಹನ್ ಕೇಶವಮೂರ್ತಿ, ಈ ಕಸಿ ಶಸ್ತ್ರಚಿಕಿತ್ಸೆಗೆ ಟ್ವಿನ್ ಎಂಬ ನೂತನ ತಂತ್ರಜ್ಞಾನವನ್ನು ಬಳಸಿಕೊಳ್ಳಲಾಗಿದ್ದು, ವಿಶ್ವದಲ್ಲಿಯೇ ಎರಡು ರೋಬೋಟ್ ನೆರವಿನಿಂದ ಕಸಿ ಶಸ್ತ್ರಚಿಕಿತ್ಸೆ ನಡೆಸಲಾಗಿದೆ. ಇದು ದೇಶದಲ್ಲಿಯೇ ಮೊದಲ ಪ್ರಯತ್ನ ವಾಗಿದೆ. bbox=[329, 17, 630, 121]
sai-headline-line2: ಸಾಯಿ ಪಲ್ಲವಿ bbox=[1275, 284, 1397, 316]
horoscope-sign-text: ಕನ್ಯಾ: ಸಾಲಬಾಧೆ ಹಣ ಒದಗಿ ಬರುವುದು, ದ್ರವ್ಯ ಲಾಭ, ಸ್ತ್ರೀಯರಿಗೆ ಅನುಕೂಲ, ವಾಹನ ಖರೀದಿ, ಸಹೋದರರ ಜೊತೆ ತಿಳುವಳಿಕೆ. bbox=[372, 2135, 571, 2179]
